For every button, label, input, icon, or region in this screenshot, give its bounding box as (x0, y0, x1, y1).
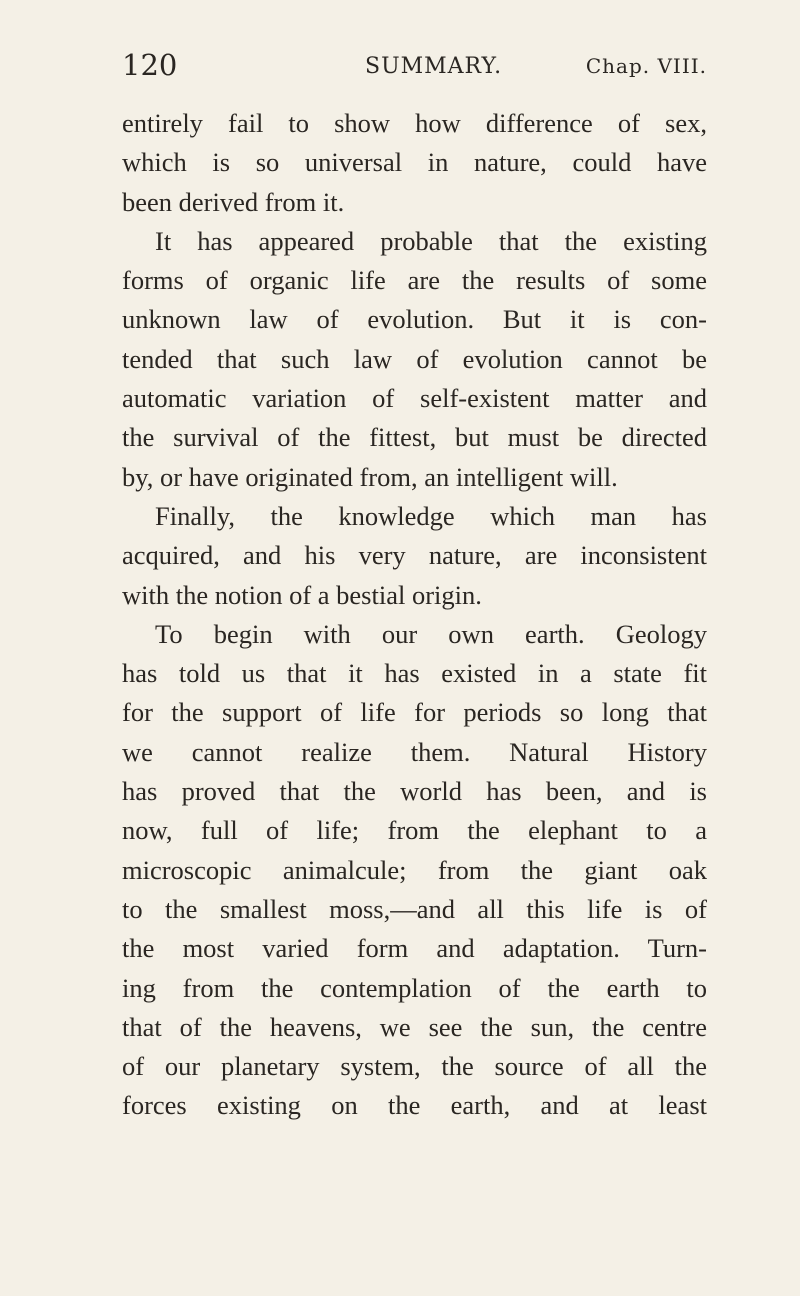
body-text (122, 104, 707, 1126)
text-line: to the smallest moss,—and all this life is of (122, 893, 707, 924)
text-line: by, or have originated from, an intelligent will. (122, 461, 618, 492)
text-line: forces existing on the earth, and at least (122, 1090, 707, 1121)
chapter-reference: Chap. VIII. (585, 54, 707, 78)
text-line: has proved that the world has been, and is (122, 776, 707, 807)
text-line: with the notion of a bestial origin. (122, 579, 482, 610)
text-line: been derived from it. (122, 186, 345, 217)
text-line: To begin with our own earth. Geology (155, 618, 707, 649)
text-line: acquired, and his very nature, are inconsistent (122, 540, 707, 571)
text-line: ing from the contemplation of the earth to (122, 972, 707, 1003)
text-line: entirely fail to show how difference of sex, (122, 108, 707, 138)
text-line: that of the heavens, we see the sun, the centre (122, 1011, 707, 1042)
text-line: for the support of life for periods so long that (122, 697, 707, 728)
text-line: tended that such law of evolution cannot be (122, 343, 707, 374)
text-line: microscopic animalcule; from the giant oak (122, 854, 707, 885)
text-line: the survival of the fittest, but must be directed (122, 422, 707, 453)
text-line: Finally, the knowledge which man has (155, 500, 707, 531)
text-line: which is so universal in nature, could have (122, 147, 707, 178)
text-line: automatic variation of self-existent matter and (122, 383, 707, 414)
page-header (122, 48, 707, 88)
page-number: 120 (122, 48, 178, 82)
running-title: SUMMARY. (365, 54, 503, 79)
text-line: unknown law of evolution. But it is con- (122, 304, 707, 335)
text-line: now, full of life; from the elephant to a (122, 815, 707, 846)
text-line: forms of organic life are the results of some (122, 265, 707, 296)
text-line: of our planetary system, the source of all the (122, 1051, 707, 1082)
text-line: It has appeared probable that the existing (155, 225, 707, 256)
text-line: has told us that it has existed in a state fit (122, 658, 707, 689)
text-line: we cannot realize them. Natural History (122, 736, 707, 767)
text-line: the most varied form and adaptation. Turn- (122, 933, 707, 964)
